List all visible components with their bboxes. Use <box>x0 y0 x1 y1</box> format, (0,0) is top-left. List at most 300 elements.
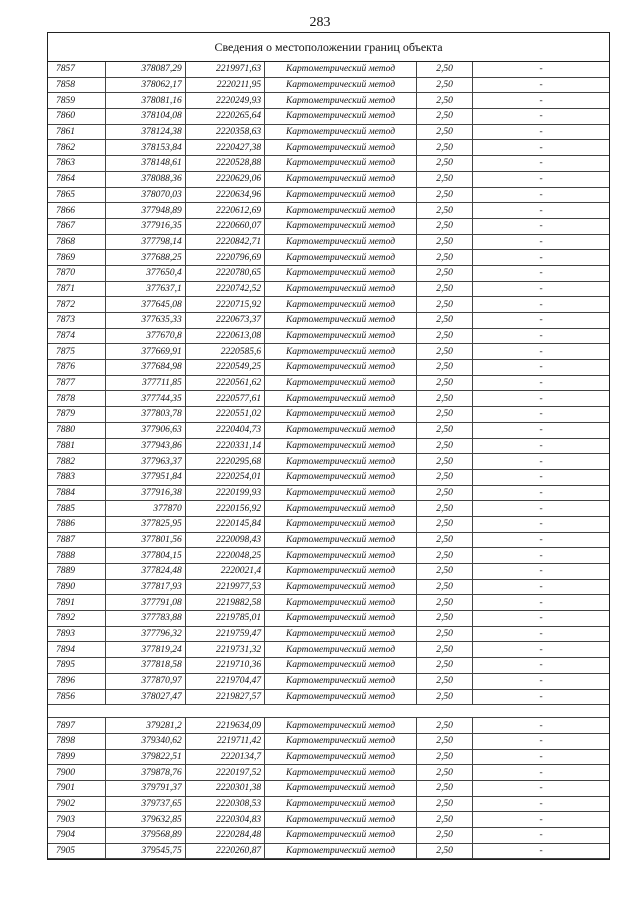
cell-note: - <box>473 265 609 281</box>
cell-point-number: 7895 <box>48 658 106 674</box>
cell-accuracy: 2,50 <box>416 611 472 627</box>
table-row <box>48 375 609 391</box>
cell-method: Картометрический метод <box>265 532 417 548</box>
cell-point-number: 7875 <box>48 344 106 360</box>
table-row <box>48 611 609 627</box>
cell-x-coordinate: 378104,08 <box>106 109 185 125</box>
cell-accuracy: 2,50 <box>416 391 472 407</box>
cell-accuracy: 2,50 <box>416 328 472 344</box>
cell-accuracy: 2,50 <box>416 422 472 438</box>
table-row <box>48 673 609 689</box>
table-row <box>48 485 609 501</box>
cell-method: Картометрический метод <box>265 109 417 125</box>
cell-x-coordinate: 377824,48 <box>106 564 185 580</box>
cell-y-coordinate: 2219759,47 <box>185 626 264 642</box>
cell-accuracy: 2,50 <box>416 124 472 140</box>
table-row <box>48 297 609 313</box>
table-row <box>48 454 609 470</box>
cell-method: Картометрический метод <box>265 765 417 781</box>
cell-method: Картометрический метод <box>265 718 417 734</box>
cell-point-number: 7884 <box>48 485 106 501</box>
cell-note: - <box>473 454 609 470</box>
cell-x-coordinate: 377948,89 <box>106 203 185 219</box>
cell-y-coordinate: 2219827,57 <box>185 689 264 705</box>
cell-method: Картометрический метод <box>265 156 417 172</box>
cell-point-number: 7876 <box>48 360 106 376</box>
cell-accuracy: 2,50 <box>416 265 472 281</box>
cell-x-coordinate: 378070,03 <box>106 187 185 203</box>
cell-point-number: 7891 <box>48 595 106 611</box>
cell-y-coordinate: 2220585,6 <box>185 344 264 360</box>
cell-accuracy: 2,50 <box>416 156 472 172</box>
cell-note: - <box>473 93 609 109</box>
cell-point-number: 7869 <box>48 250 106 266</box>
cell-note: - <box>473 62 609 77</box>
cell-x-coordinate: 377819,24 <box>106 642 185 658</box>
cell-method: Картометрический метод <box>265 469 417 485</box>
cell-point-number: 7893 <box>48 626 106 642</box>
cell-method: Картометрический метод <box>265 548 417 564</box>
cell-note: - <box>473 281 609 297</box>
cell-method: Картометрический метод <box>265 454 417 470</box>
cell-method: Картометрический метод <box>265 234 417 250</box>
cell-y-coordinate: 2220308,53 <box>185 796 264 812</box>
table-row <box>48 828 609 844</box>
cell-note: - <box>473 234 609 250</box>
cell-x-coordinate: 377783,88 <box>106 611 185 627</box>
cell-accuracy: 2,50 <box>416 140 472 156</box>
cell-x-coordinate: 377951,84 <box>106 469 185 485</box>
table-row <box>48 548 609 564</box>
cell-note: - <box>473 718 609 734</box>
cell-y-coordinate: 2220528,88 <box>185 156 264 172</box>
cell-x-coordinate: 377798,14 <box>106 234 185 250</box>
cell-method: Картометрический метод <box>265 501 417 517</box>
cell-point-number: 7866 <box>48 203 106 219</box>
cell-note: - <box>473 611 609 627</box>
cell-method: Картометрический метод <box>265 203 417 219</box>
cell-x-coordinate: 377870,97 <box>106 673 185 689</box>
table-row <box>48 733 609 749</box>
boundary-table-sheet <box>47 32 610 860</box>
cell-x-coordinate: 377870 <box>106 501 185 517</box>
cell-method: Картометрический метод <box>265 485 417 501</box>
cell-note: - <box>473 171 609 187</box>
cell-note: - <box>473 548 609 564</box>
cell-x-coordinate: 377669,91 <box>106 344 185 360</box>
cell-x-coordinate: 377688,25 <box>106 250 185 266</box>
cell-y-coordinate: 2220098,43 <box>185 532 264 548</box>
cell-note: - <box>473 156 609 172</box>
cell-accuracy: 2,50 <box>416 564 472 580</box>
table-row <box>48 564 609 580</box>
cell-method: Картометрический метод <box>265 93 417 109</box>
cell-point-number: 7862 <box>48 140 106 156</box>
cell-method: Картометрический метод <box>265 62 417 77</box>
cell-y-coordinate: 2220660,07 <box>185 218 264 234</box>
separator-row <box>48 705 609 718</box>
table-row <box>48 749 609 765</box>
cell-accuracy: 2,50 <box>416 77 472 93</box>
cell-x-coordinate: 377943,86 <box>106 438 185 454</box>
cell-y-coordinate: 2220260,87 <box>185 843 264 859</box>
cell-method: Картометрический метод <box>265 812 417 828</box>
cell-point-number: 7871 <box>48 281 106 297</box>
cell-x-coordinate: 379822,51 <box>106 749 185 765</box>
cell-y-coordinate: 2220842,71 <box>185 234 264 250</box>
cell-point-number: 7859 <box>48 93 106 109</box>
cell-note: - <box>473 109 609 125</box>
cell-note: - <box>473 749 609 765</box>
table-row <box>48 812 609 828</box>
cell-y-coordinate: 2219710,36 <box>185 658 264 674</box>
cell-x-coordinate: 377817,93 <box>106 579 185 595</box>
cell-point-number: 7877 <box>48 375 106 391</box>
cell-x-coordinate: 377825,95 <box>106 516 185 532</box>
cell-x-coordinate: 379791,37 <box>106 780 185 796</box>
cell-point-number: 7860 <box>48 109 106 125</box>
cell-x-coordinate: 377963,37 <box>106 454 185 470</box>
cell-point-number: 7901 <box>48 780 106 796</box>
cell-x-coordinate: 377711,85 <box>106 375 185 391</box>
cell-point-number: 7858 <box>48 77 106 93</box>
cell-x-coordinate: 379632,85 <box>106 812 185 828</box>
cell-point-number: 7902 <box>48 796 106 812</box>
table-row <box>48 532 609 548</box>
table-row <box>48 501 609 517</box>
cell-point-number: 7883 <box>48 469 106 485</box>
cell-y-coordinate: 2219711,42 <box>185 733 264 749</box>
table-row <box>48 187 609 203</box>
cell-note: - <box>473 579 609 595</box>
cell-note: - <box>473 673 609 689</box>
cell-note: - <box>473 733 609 749</box>
cell-y-coordinate: 2220197,52 <box>185 765 264 781</box>
table-row <box>48 250 609 266</box>
table-row <box>48 93 609 109</box>
cell-x-coordinate: 377791,08 <box>106 595 185 611</box>
cell-y-coordinate: 2220796,69 <box>185 250 264 266</box>
cell-accuracy: 2,50 <box>416 171 472 187</box>
table-row <box>48 642 609 658</box>
cell-x-coordinate: 377916,38 <box>106 485 185 501</box>
cell-y-coordinate: 2219731,32 <box>185 642 264 658</box>
cell-note: - <box>473 843 609 859</box>
cell-point-number: 7899 <box>48 749 106 765</box>
cell-note: - <box>473 140 609 156</box>
cell-point-number: 7864 <box>48 171 106 187</box>
cell-method: Картометрический метод <box>265 328 417 344</box>
cell-point-number: 7865 <box>48 187 106 203</box>
cell-accuracy: 2,50 <box>416 765 472 781</box>
cell-note: - <box>473 532 609 548</box>
cell-method: Картометрический метод <box>265 344 417 360</box>
cell-y-coordinate: 2220780,65 <box>185 265 264 281</box>
cell-method: Картометрический метод <box>265 749 417 765</box>
cell-point-number: 7905 <box>48 843 106 859</box>
cell-point-number: 7872 <box>48 297 106 313</box>
cell-y-coordinate: 2220304,83 <box>185 812 264 828</box>
cell-method: Картометрический метод <box>265 564 417 580</box>
cell-point-number: 7861 <box>48 124 106 140</box>
table-row <box>48 62 609 77</box>
cell-method: Картометрический метод <box>265 218 417 234</box>
cell-point-number: 7879 <box>48 407 106 423</box>
cell-x-coordinate: 377796,32 <box>106 626 185 642</box>
cell-method: Картометрический метод <box>265 422 417 438</box>
cell-x-coordinate: 378027,47 <box>106 689 185 705</box>
cell-note: - <box>473 501 609 517</box>
cell-y-coordinate: 2220134,7 <box>185 749 264 765</box>
cell-note: - <box>473 124 609 140</box>
cell-method: Картометрический метод <box>265 579 417 595</box>
cell-note: - <box>473 344 609 360</box>
cell-method: Картометрический метод <box>265 626 417 642</box>
cell-note: - <box>473 658 609 674</box>
cell-accuracy: 2,50 <box>416 360 472 376</box>
cell-y-coordinate: 2219785,01 <box>185 611 264 627</box>
cell-point-number: 7900 <box>48 765 106 781</box>
cell-accuracy: 2,50 <box>416 689 472 705</box>
table-row <box>48 77 609 93</box>
cell-accuracy: 2,50 <box>416 93 472 109</box>
cell-accuracy: 2,50 <box>416 375 472 391</box>
cell-y-coordinate: 2219634,09 <box>185 718 264 734</box>
separator-cell <box>48 705 609 718</box>
table-row <box>48 281 609 297</box>
cell-note: - <box>473 187 609 203</box>
cell-note: - <box>473 642 609 658</box>
cell-x-coordinate: 377801,56 <box>106 532 185 548</box>
cell-x-coordinate: 377684,98 <box>106 360 185 376</box>
cell-point-number: 7870 <box>48 265 106 281</box>
cell-point-number: 7903 <box>48 812 106 828</box>
cell-accuracy: 2,50 <box>416 828 472 844</box>
cell-point-number: 7887 <box>48 532 106 548</box>
table-row <box>48 516 609 532</box>
cell-accuracy: 2,50 <box>416 109 472 125</box>
cell-y-coordinate: 2220561,62 <box>185 375 264 391</box>
cell-y-coordinate: 2220021,4 <box>185 564 264 580</box>
table-row <box>48 344 609 360</box>
cell-method: Картометрический метод <box>265 642 417 658</box>
cell-note: - <box>473 313 609 329</box>
cell-accuracy: 2,50 <box>416 579 472 595</box>
cell-x-coordinate: 377645,08 <box>106 297 185 313</box>
cell-method: Картометрический метод <box>265 391 417 407</box>
cell-y-coordinate: 2220673,37 <box>185 313 264 329</box>
cell-point-number: 7880 <box>48 422 106 438</box>
cell-y-coordinate: 2219704,47 <box>185 673 264 689</box>
table-row <box>48 234 609 250</box>
table-row <box>48 171 609 187</box>
cell-point-number: 7896 <box>48 673 106 689</box>
table-row <box>48 765 609 781</box>
cell-note: - <box>473 812 609 828</box>
cell-method: Картометрический метод <box>265 611 417 627</box>
cell-y-coordinate: 2220715,92 <box>185 297 264 313</box>
cell-accuracy: 2,50 <box>416 344 472 360</box>
cell-y-coordinate: 2220156,92 <box>185 501 264 517</box>
coordinates-table <box>48 62 609 859</box>
cell-note: - <box>473 297 609 313</box>
cell-y-coordinate: 2220358,63 <box>185 124 264 140</box>
cell-note: - <box>473 391 609 407</box>
cell-point-number: 7898 <box>48 733 106 749</box>
cell-method: Картометрический метод <box>265 828 417 844</box>
table-row <box>48 780 609 796</box>
cell-method: Картометрический метод <box>265 796 417 812</box>
cell-accuracy: 2,50 <box>416 642 472 658</box>
table-row <box>48 124 609 140</box>
table-row <box>48 718 609 734</box>
cell-accuracy: 2,50 <box>416 313 472 329</box>
cell-note: - <box>473 218 609 234</box>
table-row <box>48 843 609 859</box>
cell-note: - <box>473 689 609 705</box>
cell-x-coordinate: 379281,2 <box>106 718 185 734</box>
cell-accuracy: 2,50 <box>416 281 472 297</box>
cell-accuracy: 2,50 <box>416 203 472 219</box>
cell-y-coordinate: 2219971,63 <box>185 62 264 77</box>
cell-method: Картометрический метод <box>265 658 417 674</box>
cell-note: - <box>473 407 609 423</box>
cell-method: Картометрический метод <box>265 438 417 454</box>
cell-method: Картометрический метод <box>265 124 417 140</box>
cell-point-number: 7863 <box>48 156 106 172</box>
table-row <box>48 689 609 705</box>
table-row <box>48 422 609 438</box>
cell-method: Картометрический метод <box>265 780 417 796</box>
table-row <box>48 140 609 156</box>
table-row <box>48 595 609 611</box>
cell-y-coordinate: 2220249,93 <box>185 93 264 109</box>
cell-y-coordinate: 2220331,14 <box>185 438 264 454</box>
cell-x-coordinate: 379568,89 <box>106 828 185 844</box>
cell-method: Картометрический метод <box>265 265 417 281</box>
cell-accuracy: 2,50 <box>416 718 472 734</box>
cell-point-number: 7878 <box>48 391 106 407</box>
cell-x-coordinate: 378087,29 <box>106 62 185 77</box>
cell-point-number: 7892 <box>48 611 106 627</box>
cell-x-coordinate: 378062,17 <box>106 77 185 93</box>
cell-note: - <box>473 828 609 844</box>
cell-y-coordinate: 2220551,02 <box>185 407 264 423</box>
table-row <box>48 469 609 485</box>
cell-method: Картометрический метод <box>265 171 417 187</box>
cell-accuracy: 2,50 <box>416 485 472 501</box>
cell-note: - <box>473 485 609 501</box>
cell-x-coordinate: 378081,16 <box>106 93 185 109</box>
cell-point-number: 7889 <box>48 564 106 580</box>
cell-note: - <box>473 203 609 219</box>
cell-point-number: 7886 <box>48 516 106 532</box>
cell-x-coordinate: 377744,35 <box>106 391 185 407</box>
cell-note: - <box>473 375 609 391</box>
cell-method: Картометрический метод <box>265 689 417 705</box>
cell-y-coordinate: 2220577,61 <box>185 391 264 407</box>
cell-x-coordinate: 378088,36 <box>106 171 185 187</box>
cell-x-coordinate: 377906,63 <box>106 422 185 438</box>
cell-method: Картометрический метод <box>265 407 417 423</box>
cell-x-coordinate: 377635,33 <box>106 313 185 329</box>
table-heading: Сведения о местоположении границ объекта <box>48 33 609 62</box>
cell-x-coordinate: 377637,1 <box>106 281 185 297</box>
table-row <box>48 626 609 642</box>
cell-note: - <box>473 250 609 266</box>
cell-point-number: 7874 <box>48 328 106 344</box>
cell-accuracy: 2,50 <box>416 658 472 674</box>
cell-method: Картометрический метод <box>265 77 417 93</box>
cell-x-coordinate: 377804,15 <box>106 548 185 564</box>
cell-accuracy: 2,50 <box>416 812 472 828</box>
cell-method: Картометрический метод <box>265 187 417 203</box>
cell-x-coordinate: 379340,62 <box>106 733 185 749</box>
cell-y-coordinate: 2220634,96 <box>185 187 264 203</box>
table-row <box>48 658 609 674</box>
cell-x-coordinate: 378148,61 <box>106 156 185 172</box>
table-row <box>48 407 609 423</box>
cell-accuracy: 2,50 <box>416 218 472 234</box>
cell-note: - <box>473 469 609 485</box>
table-row <box>48 156 609 172</box>
cell-point-number: 7873 <box>48 313 106 329</box>
cell-note: - <box>473 422 609 438</box>
cell-point-number: 7897 <box>48 718 106 734</box>
cell-y-coordinate: 2220199,93 <box>185 485 264 501</box>
cell-x-coordinate: 377818,58 <box>106 658 185 674</box>
cell-y-coordinate: 2220145,84 <box>185 516 264 532</box>
cell-accuracy: 2,50 <box>416 438 472 454</box>
table-row <box>48 391 609 407</box>
cell-accuracy: 2,50 <box>416 501 472 517</box>
cell-point-number: 7882 <box>48 454 106 470</box>
cell-x-coordinate: 379545,75 <box>106 843 185 859</box>
cell-x-coordinate: 377803,78 <box>106 407 185 423</box>
coordinates-table-body <box>48 62 609 859</box>
cell-note: - <box>473 516 609 532</box>
cell-method: Картометрический метод <box>265 375 417 391</box>
cell-point-number: 7867 <box>48 218 106 234</box>
table-row <box>48 360 609 376</box>
cell-y-coordinate: 2220549,25 <box>185 360 264 376</box>
cell-accuracy: 2,50 <box>416 234 472 250</box>
cell-accuracy: 2,50 <box>416 469 472 485</box>
cell-y-coordinate: 2220629,06 <box>185 171 264 187</box>
cell-x-coordinate: 378124,38 <box>106 124 185 140</box>
cell-accuracy: 2,50 <box>416 749 472 765</box>
cell-accuracy: 2,50 <box>416 407 472 423</box>
cell-note: - <box>473 360 609 376</box>
cell-x-coordinate: 377916,35 <box>106 218 185 234</box>
cell-y-coordinate: 2220048,25 <box>185 548 264 564</box>
cell-accuracy: 2,50 <box>416 843 472 859</box>
cell-point-number: 7888 <box>48 548 106 564</box>
cell-accuracy: 2,50 <box>416 626 472 642</box>
cell-accuracy: 2,50 <box>416 548 472 564</box>
cell-point-number: 7885 <box>48 501 106 517</box>
cell-y-coordinate: 2219882,58 <box>185 595 264 611</box>
cell-method: Картометрический метод <box>265 843 417 859</box>
cell-method: Картометрический метод <box>265 140 417 156</box>
cell-accuracy: 2,50 <box>416 250 472 266</box>
cell-accuracy: 2,50 <box>416 516 472 532</box>
cell-method: Картометрический метод <box>265 595 417 611</box>
cell-x-coordinate: 377670,8 <box>106 328 185 344</box>
cell-accuracy: 2,50 <box>416 780 472 796</box>
table-row <box>48 218 609 234</box>
cell-y-coordinate: 2220742,52 <box>185 281 264 297</box>
